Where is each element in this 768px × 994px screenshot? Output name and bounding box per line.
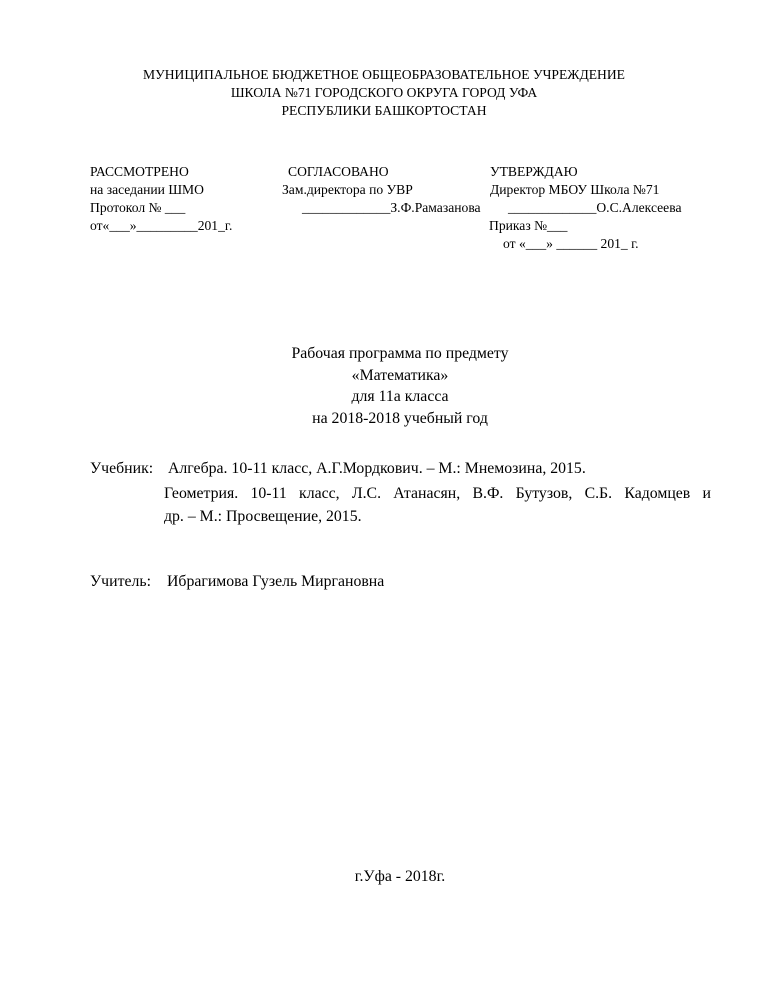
textbook-line-2: Геометрия. 10-11 класс, Л.С. Атанасян, В.Ф. Бутузов, С.Б. Кадомцев и [164,485,711,502]
textbook-line-3: др. – М.: Просвещение, 2015. [164,508,362,525]
header-line-1: МУНИЦИПАЛЬНОЕ БЮДЖЕТНОЕ ОБЩЕОБРАЗОВАТЕЛЬНОЕ УЧРЕЖДЕНИЕ [143,67,625,82]
teacher-name: Ибрагимова Гузель Миргановна [167,573,385,590]
program-class: для 11а класса [351,388,449,405]
reviewed-line-2: Протокол № ___ [90,200,186,215]
school-header [0,66,768,120]
approved-line-4: от «___» ______ 201_ г. [503,236,639,251]
program-subject: «Математика» [351,366,449,384]
approved-line-1: Директор МБОУ Школа №71 [490,182,660,197]
textbook-label: Учебник: [90,460,154,477]
program-title [0,343,768,429]
approved-line-2: _____________О.С.Алексеева [508,200,682,215]
city-year: г.Уфа - 2018г. [354,868,446,885]
reviewed-title: РАССМОТРЕНО [90,164,189,179]
reviewed-line-3: от«___»_________201_г. [90,218,233,233]
agreed-line-2: _____________З.Ф.Рамазанова [302,200,481,215]
program-line-1: Рабочая программа по предмету [291,345,509,362]
approved-title: УТВЕРЖДАЮ [490,164,578,179]
reviewed-line-1: на заседании ШМО [90,182,204,197]
header-line-3: РЕСПУБЛИКИ БАШКОРТОСТАН [281,103,487,118]
teacher-label: Учитель: [90,573,151,590]
header-line-2: ШКОЛА №71 ГОРОДСКОГО ОКРУГА ГОРОД УФА [230,85,538,100]
agreed-title: СОГЛАСОВАНО [288,164,389,179]
agreed-line-1: Зам.директора по УВР [282,182,413,197]
textbook-line-1: Алгебра. 10-11 класс, А.Г.Мордкович. – М.: Мнемозина, 2015. [168,460,586,477]
program-year: на 2018-2018 учебный год [312,409,488,427]
approved-line-3: Приказ №___ [489,218,568,233]
